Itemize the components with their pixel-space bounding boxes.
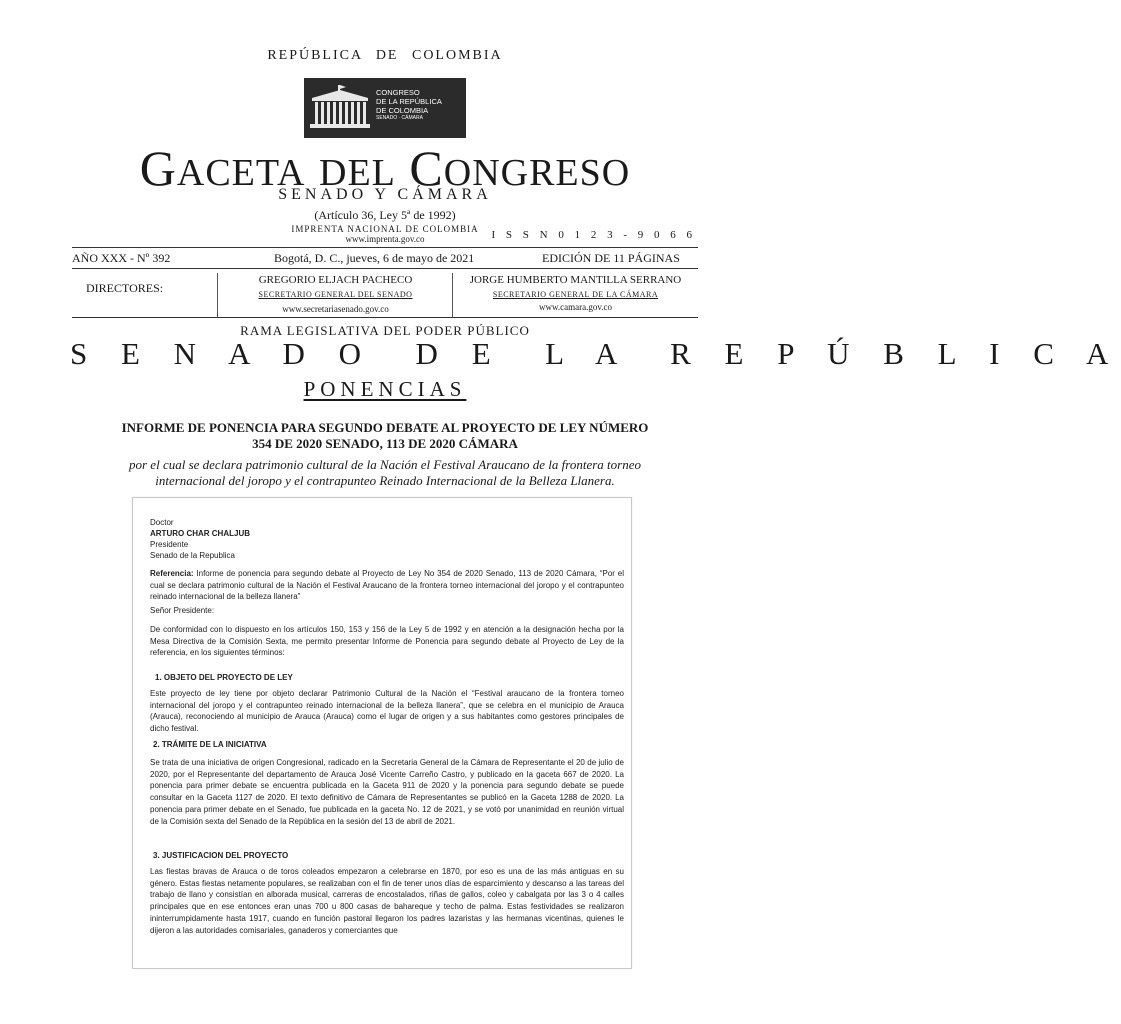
title-del: DEL	[319, 152, 396, 194]
directores-divider	[72, 317, 698, 318]
articulo-line: (Artículo 36, Ley 5ª de 1992)	[314, 208, 456, 222]
rama-legislativa: RAMA LEGISLATIVA DEL PODER PÚBLICO	[240, 323, 530, 338]
logo-text	[376, 88, 442, 122]
numero-paginas: EDICIÓN DE 11 PÁGINAS	[542, 251, 680, 265]
senado-republica-heading: S E N A D O D E L A R E P Ú B L I C A	[70, 336, 1121, 371]
directores-label: DIRECTORES:	[86, 281, 164, 295]
project-description	[0, 457, 770, 489]
informe-title-line-1: INFORME DE PONENCIA PARA SEGUNDO DEBATE AL PROYECTO DE LEY NÚMERO	[121, 420, 649, 435]
title-g: G	[139, 140, 177, 196]
section-2-heading: 2. TRÁMITE DE LA INICIATIVA	[153, 740, 267, 749]
letter-doctor: Doctor	[150, 518, 174, 527]
letter-referencia	[150, 568, 624, 603]
capitol-building-icon	[308, 84, 372, 132]
title-c: C	[409, 140, 444, 196]
referencia-label: Referencia:	[150, 569, 194, 578]
imprenta-line: IMPRENTA NACIONAL DE COLOMBIA	[291, 224, 479, 234]
letter-recipient-role: Presidente	[150, 540, 189, 549]
project-description-line-1: por el cual se declara patrimonio cultural de la Nación el Festival Araucano de la frontera torneo	[129, 457, 641, 472]
section-1-heading: 1. OBJETO DEL PROYECTO DE LEY	[155, 673, 293, 682]
title-aceta: ACETA	[176, 152, 306, 194]
logo-small-line: SENADO · CÁMARA	[376, 115, 423, 121]
imprenta-web[interactable]: www.imprenta.gov.co	[345, 234, 425, 244]
director-1-title: SECRETARIO GENERAL DEL SENADO	[258, 290, 413, 299]
letter-recipient-name: ARTURO CHAR CHALJUB	[150, 529, 250, 538]
anio-numero: AÑO XXX - Nº 392	[72, 251, 171, 265]
project-description-line-2: internacional del joropo y el contrapunteo Reinado Internacional de la Belleza Llanera.	[155, 473, 615, 488]
letter-intro: De conformidad con lo dispuesto en los artículos 150, 153 y 156 de la Ley 5 de 1992 y en atención a la designación hecha por la Mesa Directiva de la Comisión Sexta, me permito presentar Informe de Ponencia para segundo debate al Proyecto de Ley de la referencia, en los siguientes términos:	[150, 625, 624, 658]
top-divider	[72, 247, 698, 248]
director-1-name: GREGORIO ELJACH PACHECO	[258, 274, 413, 286]
letter-saludo: Señor Presidente:	[150, 606, 215, 615]
republica-heading: REPÚBLICA DE COLOMBIA	[267, 48, 503, 63]
section-3-text: Las fiestas bravas de Arauca o de toros coleados empezaron a celebrarse en 1870, por eso es una de las más antiguas en su género. Estas fiestas netamente populares, se realizaban con el fin de tener unos días de esparcimiento y descanso a las tareas del trabajo de llano y consistían en alborada musical, carreras de encostalados, riñas de gallos, coleo y cabalgata por las 3 o 4 calles principales que en ese entonces eran unas 700 u 800 casas de bahareque y techo de palma. Estas festividades se realizaron ininterrumpidamente hasta 1917, cuando en función pastoral llegaron los padres lazaristas y las hermanas vicentinas, quienes le dijeron a las autoridades comisariales, ganaderos y comerciantes que	[150, 867, 624, 935]
director-1-web[interactable]: www.secretariasenado.gov.co	[282, 304, 389, 314]
section-3-heading: 3. JUSTIFICACION DEL PROYECTO	[153, 851, 289, 860]
title-ongreso: ONGRESO	[443, 152, 631, 194]
fecha-edicion: Bogotá, D. C., jueves, 6 de mayo de 2021	[274, 251, 475, 265]
senado-camara-subtitle: SENADO Y CÁMARA	[278, 186, 492, 203]
letter-recipient-org: Senado de la Republica	[150, 551, 235, 560]
info-divider	[72, 268, 698, 269]
informe-title-line-2: 354 DE 2020 SENADO, 113 DE 2020 CÁMARA	[252, 436, 518, 451]
ponencias-section-title: PONENCIAS	[303, 377, 467, 401]
director-2-title: SECRETARIO GENERAL DE LA CÁMARA	[492, 290, 659, 299]
logo-line-3: DE COLOMBIA	[376, 106, 429, 115]
director-2-web[interactable]: www.camara.gov.co	[538, 302, 613, 312]
issn-number: I S S N 0 1 2 3 - 9 0 6 6	[491, 229, 696, 241]
logo-line-1: CONGRESO	[376, 88, 420, 97]
section-1-text: Este proyecto de ley tiene por objeto declarar Patrimonio Cultural de la Nación el “Festival araucano de la frontera torneo internacional del joropo y el contrapunteo reinado internacional de la belleza llanera”, que se celebra en el municipio de Arauca (Arauca), reconociendo al municipio de Arauca (Arauca) como el lugar de origen y a sus habitantes como gestores principales de dicho festival.	[150, 689, 624, 734]
referencia-text: Informe de ponencia para segundo debate al Proyecto de Ley No 354 de 2020 Senado, 113 de 2020 Cámara, “Por el cual se declara patrimonio cultural de la Nación el Festival Araucano de la frontera torneo internacional del joropo y el contrapunteo reinado internacional de la belleza llanera”	[150, 569, 624, 602]
section-2-text: Se trata de una iniciativa de origen Congresional, radicado en la Secretaria General de la Cámara de Representante el 20 de julio de 2020, por el Representante del departamento de Arauca José Vicente Carreño Castro, y publicado en la gaceta 667 de 2020. La ponencia para primer debate se encuentra publicada en la Gaceta 911 de 2020 y la ponencia para segundo debate se puede consultar en la Gaceta 1127 de 2020. El texto definitivo de Cámara de Representantes se publicó en la Gaceta 1288 de 2020. La ponencia para primer debate en el Senado, fue publicada en la gaceta No. 12 de 2021, y se votó por unanimidad en reunión virtual de la Comisión sexta del Senado de la República en la sesión del 13 de abril de 2021.	[150, 758, 624, 826]
congreso-logo	[304, 78, 466, 138]
informe-title	[0, 420, 770, 452]
director-2-name: JORGE HUMBERTO MANTILLA SERRANO	[469, 274, 682, 286]
logo-line-2: DE LA REPÚBLICA	[376, 97, 442, 106]
